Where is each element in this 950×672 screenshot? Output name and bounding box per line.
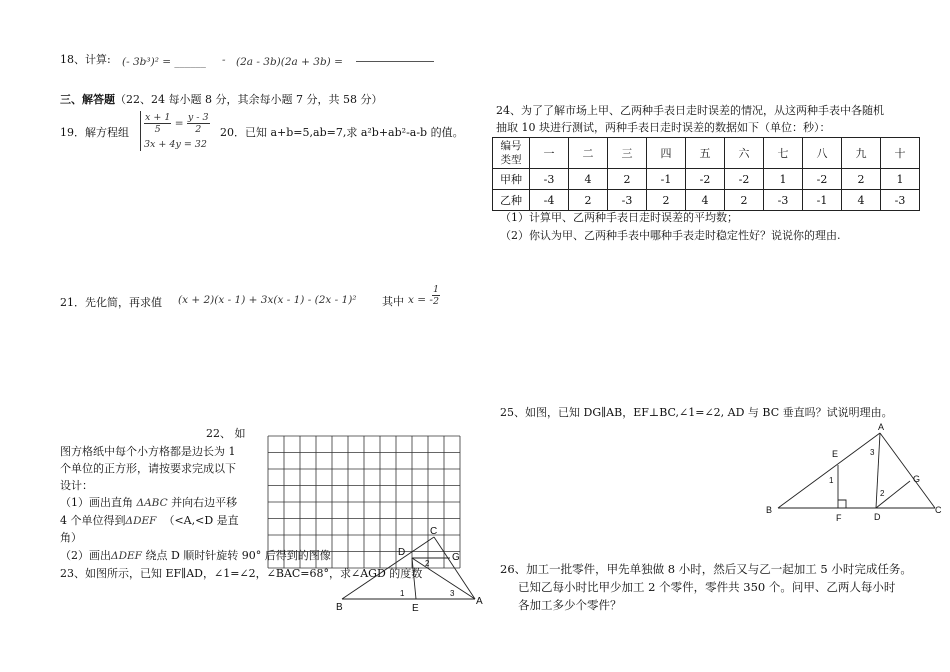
q24-sub2: （2）你认为甲、乙两种手表中哪种手表走时稳定性好？说说你的理由. bbox=[500, 229, 841, 242]
q19-label: 19．解方程组 bbox=[60, 126, 129, 139]
q25-angle-1: 1 bbox=[829, 476, 834, 485]
q26-line2: 已知乙每小时比甲少加工 2 个零件，零件共 350 个。问甲、乙两人每小时 bbox=[518, 580, 896, 594]
section3-heading bbox=[60, 91, 382, 107]
q24-cell: -3 bbox=[881, 190, 920, 211]
q18-expr1: (- 3b³)² = ______ bbox=[122, 56, 206, 68]
q25-label-G: G bbox=[913, 474, 921, 484]
q26-line1: 26、加工一批零件，甲先单独做 8 小时，然后又与乙一起加工 5 小时完成任务。 bbox=[500, 562, 912, 576]
q24-col: 三 bbox=[608, 138, 647, 169]
q21-label: 21．先化简，再求值 bbox=[60, 296, 162, 309]
q23-line-DA bbox=[412, 558, 475, 599]
q18-expr2: (2a - 3b)(2a + 3b) = bbox=[236, 56, 343, 68]
q24-cell: 1 bbox=[881, 169, 920, 190]
q25-line-AC bbox=[880, 433, 935, 508]
q24-header-row bbox=[493, 138, 920, 169]
q22-line1: 图方格纸中每个小方格都是边长为 1 bbox=[60, 445, 236, 458]
q22-part2: （2）画出ΔDEF 绕点 D 顺时针旋转 90° 后得到的图像 bbox=[60, 549, 331, 562]
q19-eq2: 3x + 4y = 32 bbox=[144, 139, 207, 150]
q24-line1: 24、为了了解市场上甲、乙两种手表日走时误差的情况，从这两种手表中各随机 bbox=[496, 104, 884, 117]
q24-col: 六 bbox=[725, 138, 764, 169]
q25-line-BA bbox=[778, 433, 880, 508]
q23-line-EF bbox=[412, 558, 416, 599]
q22-part1-row3: 角） bbox=[60, 531, 82, 544]
q25-angle-2: 2 bbox=[880, 489, 885, 498]
q24-cell: 2 bbox=[608, 169, 647, 190]
q21-where: 其中 bbox=[382, 295, 404, 308]
q24-cell: 1 bbox=[764, 169, 803, 190]
q18-answer-line bbox=[356, 61, 434, 62]
q22-number: 22、 如 bbox=[206, 427, 246, 440]
q18-sep: - bbox=[222, 54, 226, 66]
q19-frac1: $\frac{x + 1}{5}$ bbox=[145, 112, 171, 135]
q24-row-name: 乙种 bbox=[493, 190, 530, 211]
q25-text: 25、如图，已知 DG∥AB，EF⊥BC,∠1=∠2, AD 与 BC 垂直吗？试说明理由。 bbox=[500, 406, 893, 419]
q23-line-BC bbox=[342, 537, 434, 599]
q21-expr: (x + 2)(x - 1) + 3x(x - 1) - (2x - 1)² bbox=[178, 294, 357, 306]
q24-cell: 2 bbox=[842, 169, 881, 190]
q19-eq-sign: = bbox=[174, 117, 184, 130]
q21-xval: x = - bbox=[408, 294, 433, 306]
q25-label-D: D bbox=[874, 512, 881, 522]
q24-col: 九 bbox=[842, 138, 881, 169]
q24-row-yi bbox=[493, 190, 920, 211]
q24-col: 一 bbox=[530, 138, 569, 169]
q24-line2: 抽取 10 块进行测试，两种手表日走时误差的数据如下（单位：秒）： bbox=[496, 121, 831, 134]
q25-label-F: F bbox=[836, 513, 842, 523]
q23-label-D: D bbox=[398, 547, 406, 558]
q24-cell: 2 bbox=[725, 190, 764, 211]
q24-cell: -1 bbox=[803, 190, 842, 211]
q24-cell: 4 bbox=[686, 190, 725, 211]
q24-col: 二 bbox=[569, 138, 608, 169]
q20-text: 20．已知 a+b=5,ab=7,求 a²b+ab²-a-b 的值。 bbox=[220, 126, 464, 139]
q25-right-angle-mark bbox=[838, 500, 846, 508]
q22-line3: 设计： bbox=[60, 479, 93, 492]
q24-cell: -3 bbox=[530, 169, 569, 190]
q24-cell: 4 bbox=[569, 169, 608, 190]
q26-line3: 各加工多少个零件？ bbox=[518, 598, 622, 612]
q23-label-B: B bbox=[336, 602, 343, 613]
q22-line2: 个单位的正方形，请按要求完成以下 bbox=[60, 462, 236, 475]
q23-label-C: C bbox=[430, 526, 438, 537]
q19-frac2: $\frac{y - 3}{2}$ bbox=[187, 112, 209, 135]
q24-corner-cell: 编号 类型 bbox=[493, 138, 530, 169]
q24-cell: -2 bbox=[803, 169, 842, 190]
q24-cell: -2 bbox=[686, 169, 725, 190]
q24-cell: -3 bbox=[764, 190, 803, 211]
q24-col: 四 bbox=[647, 138, 686, 169]
q24-sub1: （1）计算甲、乙两种手表日走时误差的平均数； bbox=[500, 211, 738, 224]
section3-note: （22、24 每小题 8 分，其余每小题 7 分，共 58 分） bbox=[115, 93, 383, 106]
q25-label-A: A bbox=[878, 422, 885, 432]
q25-figure bbox=[760, 420, 950, 530]
q23-label-G: G bbox=[452, 552, 460, 563]
q25-label-E: E bbox=[832, 449, 839, 459]
section3-title: 三、解答题 bbox=[60, 93, 115, 106]
q24-cell: 2 bbox=[569, 190, 608, 211]
q23-text: 23、如图所示，已知 EF∥AD，∠1=∠2，∠BAC=68°，求∠AGD 的度数 bbox=[60, 567, 423, 580]
q24-row-jia bbox=[493, 169, 920, 190]
q24-col: 八 bbox=[803, 138, 842, 169]
q24-cell: 2 bbox=[647, 190, 686, 211]
q24-col: 十 bbox=[881, 138, 920, 169]
q25-angle-3: 3 bbox=[870, 448, 875, 457]
q25-label-C: C bbox=[935, 505, 942, 515]
q19-eq1 bbox=[144, 112, 210, 135]
q24-cell: -3 bbox=[608, 190, 647, 211]
q23-angle-2: 2 bbox=[425, 559, 430, 568]
q21-frac: $\frac{1}{2}$ bbox=[433, 284, 440, 307]
q23-line-CA bbox=[434, 537, 475, 599]
q24-cell: -2 bbox=[725, 169, 764, 190]
q24-col: 五 bbox=[686, 138, 725, 169]
q25-label-B: B bbox=[766, 505, 773, 515]
q24-cell: -4 bbox=[530, 190, 569, 211]
q18-label: 18、计算: bbox=[60, 53, 111, 66]
q22-part1-row2: 4 个单位得到ΔDEF （<A,<D 是直 bbox=[60, 514, 239, 527]
q24-cell: -1 bbox=[647, 169, 686, 190]
q24-cell: 4 bbox=[842, 190, 881, 211]
q23-angle-3: 3 bbox=[450, 589, 455, 598]
q23-label-E: E bbox=[412, 603, 419, 614]
q23-angle-1: 1 bbox=[400, 589, 405, 598]
q24-row-name: 甲种 bbox=[493, 169, 530, 190]
q23-label-A: A bbox=[476, 596, 483, 607]
q23-figure bbox=[330, 522, 490, 614]
q24-table bbox=[492, 137, 920, 211]
q24-col: 七 bbox=[764, 138, 803, 169]
q22-part1-row1: （1）画出直角 ΔABC 并向右边平移 bbox=[60, 496, 238, 509]
